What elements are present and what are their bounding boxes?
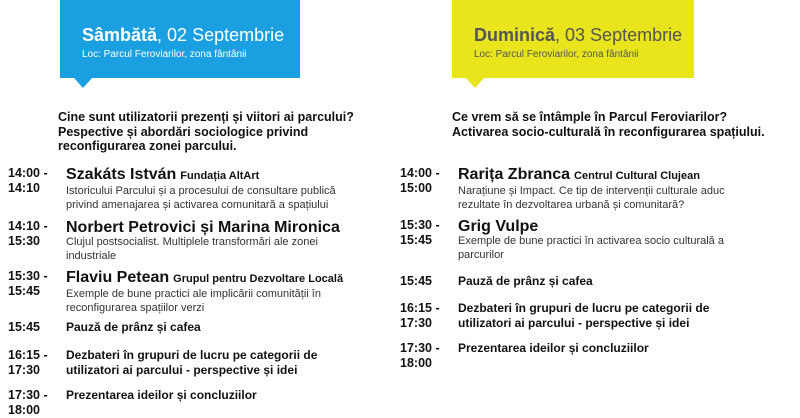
speaker-name: Flaviu Petean bbox=[66, 269, 170, 286]
sunday-theme: Ce vrem să se întâmple în Parcul Feroviarilor? Activarea socio-culturală în reconfigurarea spațiului. bbox=[452, 110, 765, 139]
speaker-name: Rarița Zbranca bbox=[458, 166, 571, 183]
saturday-break bbox=[8, 320, 398, 335]
session-title: Dezbateri în grupuri de lucru pe categorii de bbox=[66, 348, 318, 362]
start-time: 14:00 - bbox=[400, 166, 440, 180]
start-time: 17:30 - bbox=[8, 388, 48, 402]
session-description: Istoricului Parcului și a procesului de consultare publică privind amenajarea și activarea comunitară a spațiului bbox=[66, 185, 336, 211]
sunday-session-4 bbox=[400, 341, 796, 371]
sunday-break bbox=[400, 274, 796, 289]
start-time: 14:00 - bbox=[8, 166, 48, 180]
session-title: Prezentarea ideilor și concluziilor bbox=[66, 388, 257, 402]
sunday-place: Loc: Parcul Feroviarilor, zona fântânii bbox=[474, 49, 639, 60]
end-time: 15:45 bbox=[8, 284, 40, 298]
start-time: 15:45 bbox=[8, 320, 40, 334]
speaker-name: Grig Vulpe bbox=[458, 218, 539, 235]
saturday-session-5 bbox=[8, 388, 398, 418]
speaker-organization: Fundația AltArt bbox=[180, 170, 260, 182]
saturday-session-1 bbox=[8, 166, 398, 212]
start-time: 14:10 - bbox=[8, 219, 48, 233]
end-time: 17:30 bbox=[8, 363, 40, 377]
session-title: Pauză de prânz și cafea bbox=[66, 320, 201, 334]
session-description: Exemple de bune practici în activarea socio culturală a parcurilor bbox=[458, 235, 724, 261]
end-time: 15:45 bbox=[400, 233, 432, 247]
saturday-header-pointer bbox=[74, 78, 92, 88]
end-time: 18:00 bbox=[8, 403, 40, 417]
end-time: 15:30 bbox=[8, 234, 40, 248]
session-description: Clujul postsocialist. Multiplele transformări ale zonei industriale bbox=[66, 236, 318, 262]
saturday-session-2 bbox=[8, 219, 398, 263]
start-time: 15:30 - bbox=[8, 269, 48, 283]
sunday-session-2 bbox=[400, 218, 796, 262]
sunday-session-1 bbox=[400, 166, 796, 212]
saturday-header bbox=[60, 0, 300, 78]
sunday-header bbox=[452, 0, 694, 78]
sunday-header-pointer bbox=[466, 78, 484, 88]
start-time: 15:45 bbox=[400, 274, 432, 288]
saturday-theme: Cine sunt utilizatorii prezenți și viitori ai parcului? Pespective și abordări sociologice privind reconfigurarea zonei parcului. bbox=[58, 110, 354, 153]
session-description: Narațiune și Impact. Ce tip de intervenții culturale aduc rezultate în dezvoltarea urbană și comunitară? bbox=[458, 185, 725, 211]
speaker-organization: Centrul Cultural Clujean bbox=[574, 170, 700, 182]
saturday-title: Sâmbătă, 02 Septembrie bbox=[82, 25, 285, 45]
sunday-title: Duminică, 03 Septembrie bbox=[474, 25, 683, 45]
session-title: Pauză de prânz și cafea bbox=[458, 274, 593, 288]
end-time: 17:30 bbox=[400, 316, 432, 330]
start-time: 17:30 - bbox=[400, 341, 440, 355]
end-time: 18:00 bbox=[400, 356, 432, 370]
session-description: Exemple de bune practici ale implicării comunității în reconfigurarea spațiilor verzi bbox=[66, 288, 321, 314]
start-time: 15:30 - bbox=[400, 218, 440, 232]
start-time: 16:15 - bbox=[400, 301, 440, 315]
speaker-organization: Grupul pentru Dezvoltare Locală bbox=[173, 273, 344, 285]
session-title: Prezentarea ideilor și concluziilor bbox=[458, 341, 649, 355]
session-title: Dezbateri în grupuri de lucru pe categorii de bbox=[458, 301, 710, 315]
speaker-name: Norbert Petrovici și Marina Mironica bbox=[66, 219, 340, 236]
start-time: 16:15 - bbox=[8, 348, 48, 362]
saturday-place: Loc: Parcul Feroviarilor, zona fântânii bbox=[82, 49, 247, 60]
saturday-session-4: 16:15 - 17:30 Dezbateri în grupuri de lucru pe categorii de utilizatori ai parcului - perspective și idei bbox=[8, 348, 398, 378]
end-time: 14:10 bbox=[8, 181, 40, 195]
speaker-name: Szakáts István bbox=[66, 166, 177, 183]
sunday-session-3: 16:15 - 17:30 Dezbateri în grupuri de lucru pe categorii de utilizatori ai parcului - perspective și idei bbox=[400, 301, 796, 331]
end-time: 15:00 bbox=[400, 181, 432, 195]
saturday-session-3 bbox=[8, 269, 398, 315]
